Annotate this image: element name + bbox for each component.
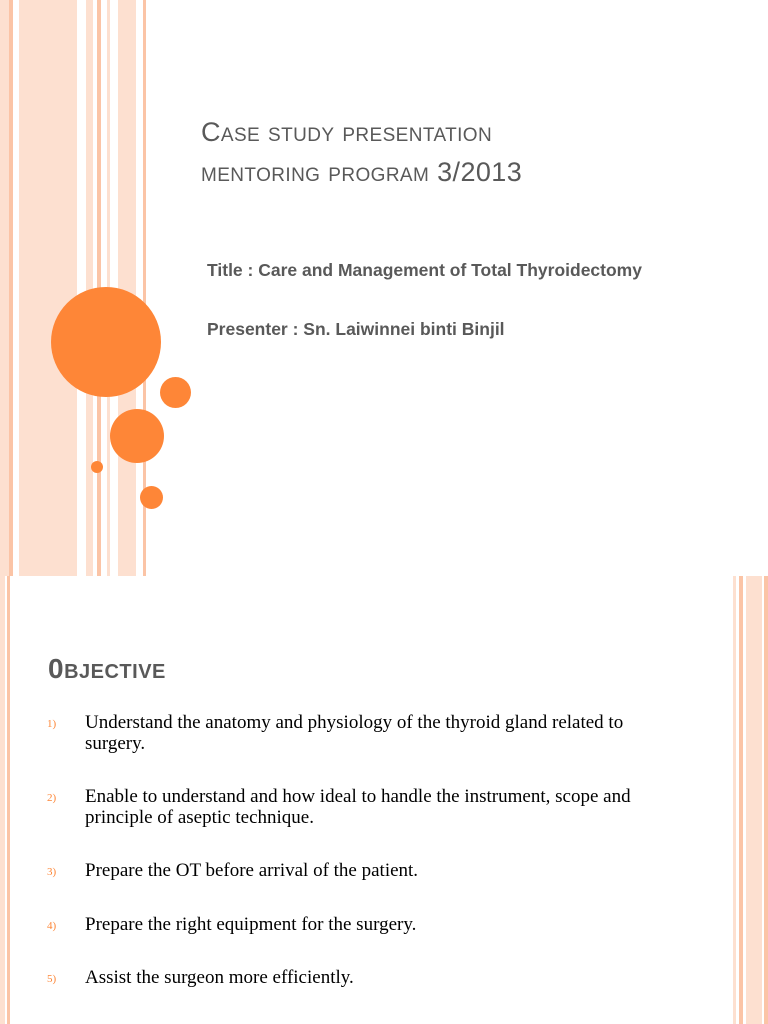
subtitle-presenter: Presenter : Sn. Laiwinnei binti Binjil [207, 319, 505, 339]
presentation-title [201, 112, 721, 192]
subtitle-topic: Title : Care and Management of Total Thyroidectomy [207, 260, 642, 280]
list-item-text: Prepare the OT before arrival of the patient. [85, 860, 419, 881]
decorative-stripe [7, 576, 10, 1024]
presentation-title-line1: Case study presentation [201, 117, 493, 147]
decorative-stripe [746, 576, 762, 1024]
decorative-stripe [0, 0, 9, 576]
list-number: 3) [47, 866, 57, 878]
decorative-circle [110, 409, 164, 463]
list-item-text: Prepare the right equipment for the surgery. [85, 914, 417, 935]
decorative-circle-large [51, 287, 161, 397]
decorative-stripe [733, 576, 736, 1024]
objective-heading: 0bjective [48, 653, 166, 684]
presentation-title-line2: mentoring program 3/2013 [201, 157, 523, 187]
decorative-stripe [19, 0, 77, 576]
decorative-circle [140, 486, 163, 509]
decorative-stripe [9, 0, 13, 576]
list-item-text: Assist the surgeon more efficiently. [85, 967, 354, 988]
list-number: 4) [47, 920, 57, 932]
list-number: 2) [47, 792, 57, 804]
decorative-stripe [0, 576, 5, 1024]
slide-objective [0, 576, 768, 1024]
list-number: 5) [47, 973, 57, 985]
list-item-text: Understand the anatomy and physiology of the thyroid gland related to surgery. [85, 712, 624, 754]
list-number: 1) [47, 718, 57, 730]
list-item-text: Enable to understand and how ideal to handle the instrument, scope and principle of aseptic technique. [85, 786, 631, 828]
decorative-circle [160, 377, 191, 408]
decorative-stripe [739, 576, 743, 1024]
decorative-circle [91, 461, 103, 473]
decorative-stripe [764, 576, 768, 1024]
